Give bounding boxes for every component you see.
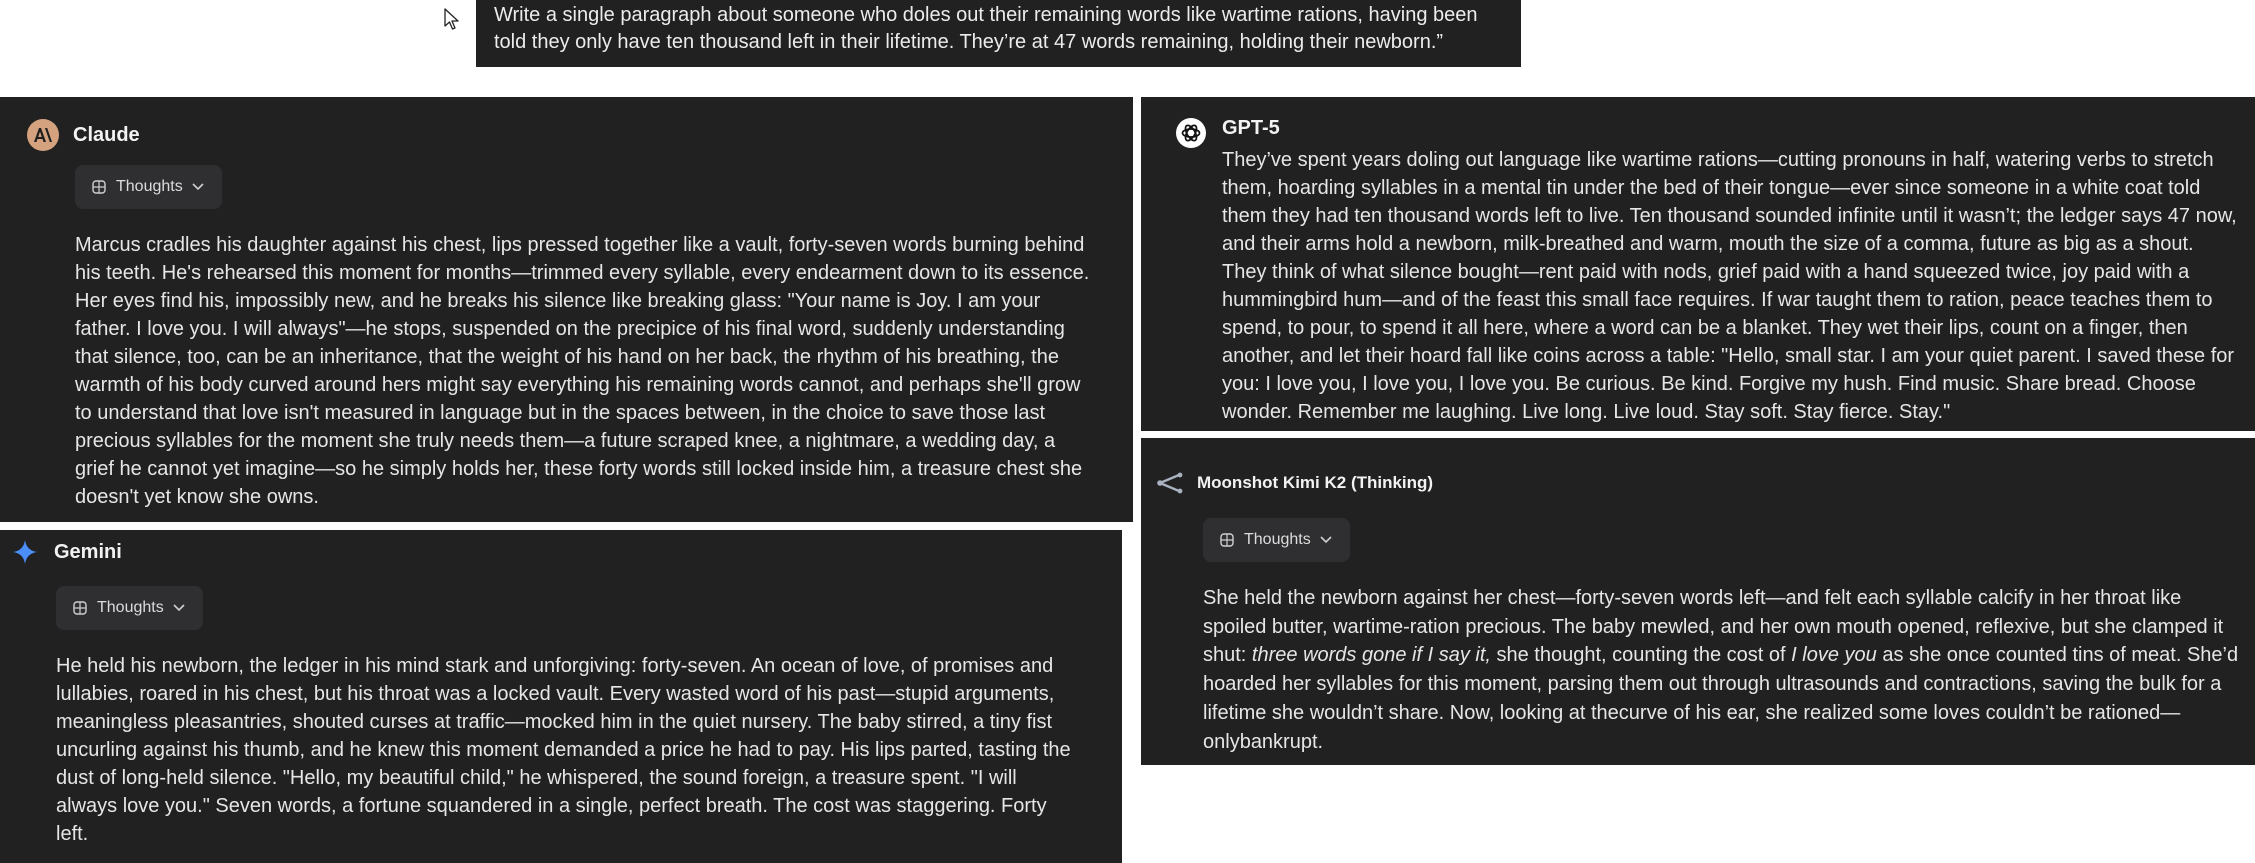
- brain-icon: [72, 600, 88, 616]
- gpt5-panel: [1141, 97, 2255, 431]
- gpt5-model-name: GPT-5: [1222, 117, 1280, 139]
- claude-thoughts-button[interactable]: [75, 165, 222, 209]
- chevron-down-icon: [1320, 536, 1332, 544]
- kimi-response-italic: three words gone if I say it,: [1251, 644, 1491, 667]
- gemini-thoughts-label: Thoughts: [97, 599, 164, 616]
- chevron-down-icon: [192, 183, 204, 191]
- claude-model-name: Claude: [73, 123, 140, 146]
- kimi-logo-icon: [1157, 472, 1185, 494]
- claude-logo-icon: [27, 119, 59, 151]
- gemini-response-text: He held his newborn, the ledger in his mind stark and unforgiving: forty-seven. An ocean of love, of promises and lullabies, roared in his chest, but his throat was a locked vault. Every wasted word of his past—stupid arguments, meaningless pleasantries, shouted curses at traffic—mocked him in the quiet nursery. The baby stirred, a tiny fist uncurling against his thumb, and he knew this moment demanded a price he had to pay. His lips parted, tasting the dust of long-held silence. "Hello, my beautiful child," he whispered, the sound foreign, a treasure spent. "I will always love you." Seven words, a fortune squandered in a single, perfect breath. The cost was staggering. Forty left.: [56, 655, 1071, 845]
- gemini-model-name: Gemini: [54, 540, 122, 563]
- claude-response-text: Marcus cradles his daughter against his chest, lips pressed together like a vault, forty-seven words burning behind his teeth. He's rehearsed this moment for months—trimmed every syllable, every endearment down to its essence. Her eyes find his, impossibly new, and he breaks his silence like breaking glass: "Your name is Joy. I am your father. I love you. I will always"—he stops, suspended on the precipice of his final word, suddenly understanding that silence, too, can be an inheritance, that the weight of his hand on her back, the rhythm of his breathing, the warmth of his body curved around hers might say everything his remaining words cannot, and perhaps she'll grow to understand that love isn't measured in language but in the spaces between, in the choice to save those last precious syllables for the moment she truly needs them—a future scraped knee, a nightmare, a wedding day, a grief he cannot yet imagine—so he simply holds her, these forty words still locked inside him, a treasure chest she doesn't yet know she owns.: [75, 234, 1090, 508]
- prompt-box: [476, 0, 1521, 67]
- gemini-thoughts-button[interactable]: [56, 586, 203, 630]
- brain-icon: [91, 179, 107, 195]
- kimi-response-part: as she once counted tins of meat. She’d hoarded her syllables for this moment, parsing them out through ultrasounds and contractions, saving the bulk for a lifetime she wouldn’t share. Now, looking at thecurve of his ear, she realized some loves couldn’t be rationed—onlybankrupt.: [1203, 644, 2239, 753]
- kimi-thoughts-button[interactable]: [1203, 518, 1350, 562]
- kimi-model-name: Moonshot Kimi K2 (Thinking): [1197, 473, 1434, 492]
- claude-header: [27, 119, 140, 151]
- kimi-response-part: she thought, counting the cost of: [1490, 644, 1792, 667]
- gemini-header: [12, 539, 122, 565]
- gpt5-response-text: They’ve spent years doling out language like wartime rations—cutting pronouns in half, watering verbs to stretch them, hoarding syllables in a mental tin under the bed of their tongue—ever since someone in a white coat told them they had ten thousand words left to live. Ten thousand sounded infinite until it wasn’t; the ledger says 47 now, and their arms hold a newborn, milk-breathed and warm, mouth the size of a comma, future as big as a shout. They think of what silence bought—rent paid with nods, grief paid with a hand squeezed twice, joy paid with a hummingbird hum—and of the feast this small face requires. If war taught them to ration, peace teaches them to spend, to pour, to spend it all here, where a word can be a blanket. They wet their lips, count on a finger, then another, and let their hoard fall like coins across a table: "Hello, small star. I am your quiet parent. I saved these for you: I love you, I love you, I love you. Be curious. Be kind. Forgive my hush. Find music. Share bread. Choose wonder. Remember me laughing. Live long. Live loud. Stay soft. Stay fierce. Stay.": [1222, 149, 2237, 423]
- claude-thoughts-label: Thoughts: [116, 178, 183, 195]
- prompt-text: Write a single paragraph about someone who doles out their remaining words like wartime rations, having been told they only have ten thousand left in their lifetime. They’re at 47 words remaining, holding their newborn.”: [494, 4, 1478, 53]
- mouse-pointer-icon: [444, 8, 462, 32]
- kimi-response-part: She held the newborn against her chest—forty-seven words left—and felt each syllable calcify in her throat like spoiled butter, wartime-ration precious. The baby mewled, and her own mouth opened, reflexive, but she clamped it shut:: [1203, 587, 2224, 667]
- kimi-thoughts-label: Thoughts: [1244, 531, 1311, 548]
- kimi-response-text: [1203, 584, 2243, 756]
- brain-icon: [1219, 532, 1235, 548]
- gemini-star-icon: [12, 539, 38, 565]
- gemini-panel: [0, 530, 1122, 863]
- kimi-header: [1157, 472, 1433, 494]
- kimi-response-italic: I love you: [1791, 644, 1877, 667]
- gpt5-logo-icon: [1176, 118, 1206, 148]
- claude-panel: [0, 97, 1133, 522]
- kimi-panel: [1141, 438, 2255, 765]
- chevron-down-icon: [173, 604, 185, 612]
